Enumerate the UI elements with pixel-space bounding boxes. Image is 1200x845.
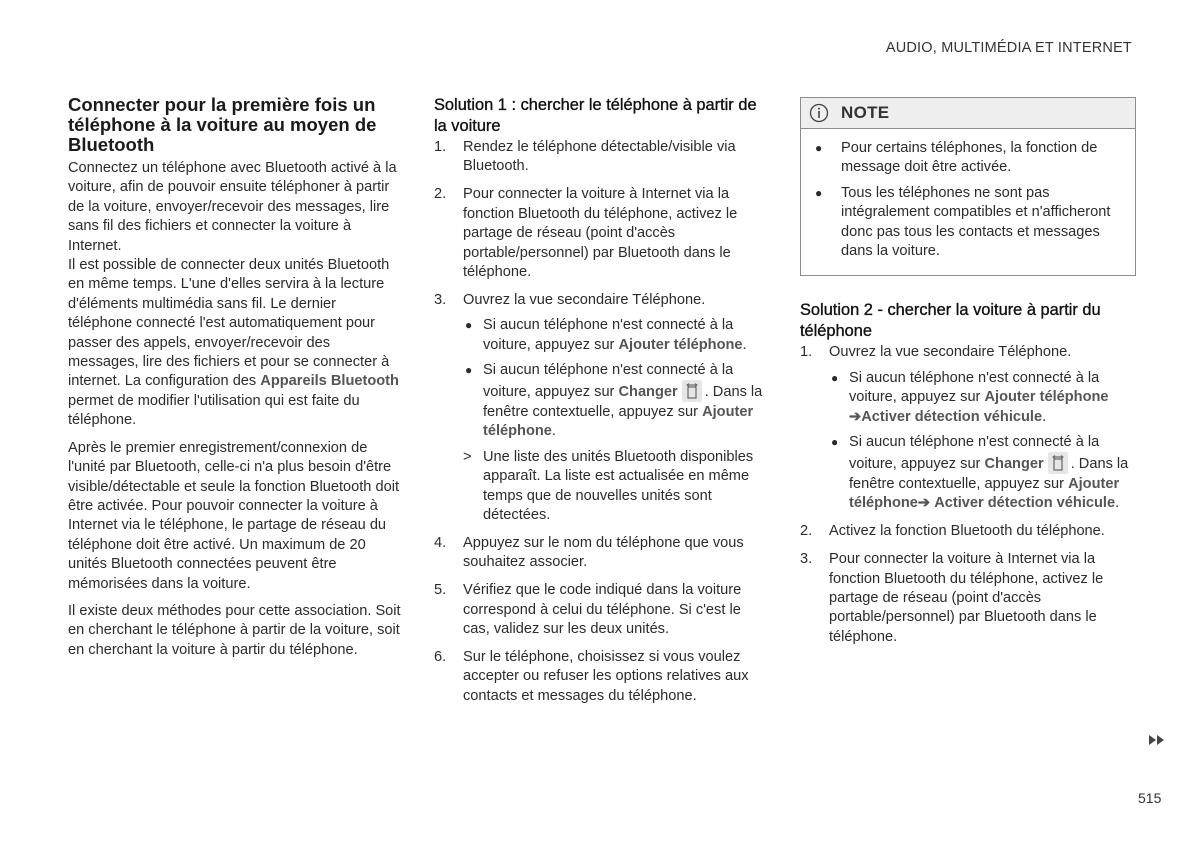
add-phone-label: Ajouter téléphone — [618, 336, 743, 353]
change-label: Changer — [618, 384, 678, 401]
info-icon — [809, 103, 829, 123]
sub-step: ● Si aucun téléphone n'est connecté à la voiture, appuyez sur Changer . Dans la fenêtre contextuelle, appuyez sur Ajouter téléphone. — [465, 362, 763, 440]
note-box — [800, 97, 1136, 276]
sub-step-text: Si aucun téléphone n'est connecté à la voiture, appuyez sur — [849, 434, 1100, 473]
step-item — [800, 550, 1136, 647]
solution-one-steps — [434, 138, 770, 706]
activate-detection-label: Activer détection véhicule — [861, 408, 1043, 425]
bullet-icon: ● — [465, 363, 473, 378]
step-number: 2. — [800, 523, 813, 540]
bullet-icon: ● — [831, 370, 839, 385]
column-solution-one — [434, 95, 770, 715]
step-text: Rendez le téléphone détectable/visible via Bluetooth. — [463, 139, 736, 175]
paragraph-four: Il existe deux méthodes pour cette association. Soit en cherchant le téléphone à partir de la voiture, soit en cherchant la voiture à partir du téléphone. — [68, 602, 401, 658]
step-item — [434, 291, 770, 525]
result-item — [463, 448, 770, 526]
solution-two-steps — [800, 343, 1136, 647]
sub-step-text: Si aucun téléphone n'est connecté à la voiture, appuyez sur — [849, 369, 1100, 406]
step-text: Activez la fonction Bluetooth du téléphone. — [829, 523, 1105, 540]
step-number: 2. — [434, 186, 447, 203]
paragraph-two — [68, 256, 404, 431]
step-number: 1. — [800, 344, 813, 361]
sub-step-mid: . Dans la fenêtre contextuelle, appuyez sur — [483, 384, 763, 420]
step-number: 3. — [800, 551, 813, 568]
solution-two-heading: Solution 2 - chercher la voiture à partir du téléphone — [800, 301, 1101, 340]
step-item — [434, 185, 770, 282]
bullet-icon: ● — [831, 435, 839, 450]
sub-steps — [829, 369, 1136, 514]
page-number: 515 — [1138, 790, 1162, 806]
sub-step-text: Si aucun téléphone n'est connecté à la voiture, appuyez sur — [483, 362, 734, 401]
step-text: Pour connecter la voiture à Internet via la fonction Bluetooth du téléphone, activez le partage de réseau (point d'accès portable/personnel) par Bluetooth dans le téléphone. — [463, 186, 738, 280]
paragraph-two-start: Il est possible de connecter deux unités Bluetooth en même temps. L'une d'elles servira à la lecture d'éléments multimédia sans fil. Le dernier téléphone connecté l'est automatiquement pour passer des appels, envoyer/recevoir des messages, lire des fichiers et pour se connecter à internet. La configuration des — [68, 257, 390, 390]
step-number: 6. — [434, 648, 447, 665]
arrow-icon: ➔ — [917, 495, 931, 512]
step-item — [800, 343, 1136, 513]
intro-paragraph: Connectez un téléphone avec Bluetooth activé à la voiture, afin de pouvoir ensuite téléphoner à partir de la voiture, envoyer/recevoir des messages, lire sans fil des fichiers et connecter la voiture à Internet. — [68, 160, 397, 254]
sub-step-text: Si aucun téléphone n'est connecté à la voiture, appuyez sur — [483, 317, 734, 353]
sub-step-mid: . Dans la fenêtre contextuelle, appuyez sur — [849, 456, 1129, 492]
section-title: AUDIO, MULTIMÉDIA ET INTERNET — [885, 40, 1132, 56]
bullet-icon: ● — [815, 141, 823, 155]
sub-step: ● Si aucun téléphone n'est connecté à la voiture, appuyez sur Ajouter téléphone ➔Activer détection véhicule. — [831, 369, 1109, 425]
step-item — [434, 534, 770, 573]
bluetooth-devices-setting: Appareils Bluetooth — [260, 373, 399, 390]
step-text: Pour connecter la voiture à Internet via la fonction Bluetooth du téléphone, activez le partage de réseau (point d'accès portable/personnel) par Bluetooth dans le téléphone. — [829, 551, 1104, 645]
arrow-icon: ➔ — [849, 408, 862, 425]
result-text: Une liste des unités Bluetooth disponibles apparaît. La liste est actualisée en même temps que de nouvelles unités sont détectées. — [483, 448, 754, 523]
paragraph-three: Après le premier enregistrement/connexion de l'unité par Bluetooth, celle-ci n'a plus besoin d'être visible/détectable et seule la fonction Bluetooth doit être activée. Pour pouvoir connecter la voiture à Internet via le téléphone, le partage de réseau du téléphone doit être activé. Un maximum de 20 unités Bluetooth connectées peuvent être mémorisées dans la voiture. — [68, 439, 400, 592]
bullet-icon: ● — [465, 318, 473, 333]
note-item — [813, 184, 1121, 262]
add-phone-label: Ajouter téléphone — [984, 389, 1109, 406]
note-item — [813, 139, 1121, 178]
page-title: Connecter pour la première fois un téléphone à la voiture au moyen de Bluetooth — [68, 94, 377, 155]
change-label: Changer — [984, 456, 1044, 473]
sub-step: ● Si aucun téléphone n'est connecté à la voiture, appuyez sur Changer . Dans la fenêtre contextuelle, appuyez sur Ajouter téléphone➔ Activer détection véhicule. — [831, 434, 1129, 512]
note-text: Pour certains téléphones, la fonction de message doit être activée. — [841, 140, 1098, 176]
phone-switch-icon — [682, 380, 702, 402]
step-number: 3. — [434, 291, 447, 308]
note-body — [801, 129, 1135, 275]
step-item — [800, 522, 1136, 541]
step-text: Sur le téléphone, choisissez si vous voulez accepter ou refuser les options relatives aux contacts et messages du téléphone. — [463, 648, 749, 704]
note-text: Tous les téléphones ne sont pas intégralement compatibles et n'afficheront donc pas tous les contacts et messages dans la voiture. — [841, 184, 1111, 260]
step-text: Appuyez sur le nom du téléphone que vous souhaitez associer. — [463, 534, 744, 571]
bullet-icon: ● — [815, 185, 823, 200]
phone-switch-icon — [1048, 452, 1068, 474]
sub-steps — [463, 316, 770, 525]
step-text: Ouvrez la vue secondaire Téléphone. — [463, 291, 706, 308]
paragraph-two-end: permet de modifier l'utilisation qui est faite du téléphone. — [68, 392, 360, 429]
sub-step: ● Si aucun téléphone n'est connecté à la voiture, appuyez sur Ajouter téléphone. — [465, 317, 747, 353]
next-page-icon — [1148, 734, 1166, 746]
result-marker: > — [463, 448, 472, 465]
step-number: 4. — [434, 534, 447, 551]
note-label: NOTE — [841, 103, 890, 123]
add-phone-label: Ajouter téléphone — [483, 403, 754, 440]
step-item — [434, 581, 770, 639]
activate-detection-label: Activer détection véhicule — [934, 495, 1116, 512]
add-phone-label: Ajouter téléphone — [849, 475, 1120, 512]
column-intro — [68, 95, 404, 660]
solution-one-heading: Solution 1 : chercher le téléphone à partir de la voiture — [434, 96, 757, 135]
step-text: Ouvrez la vue secondaire Téléphone. — [829, 344, 1072, 361]
note-list — [813, 139, 1121, 261]
step-number: 5. — [434, 582, 447, 599]
step-text: Vérifiez que le code indiqué dans la voiture correspond à celui du téléphone. Si c'est le cas, validez sur les deux unités. — [463, 582, 742, 637]
step-item — [434, 138, 770, 177]
step-number: 1. — [434, 139, 447, 155]
step-item — [434, 648, 770, 706]
column-solution-two — [800, 95, 1136, 656]
note-header — [801, 98, 1135, 129]
